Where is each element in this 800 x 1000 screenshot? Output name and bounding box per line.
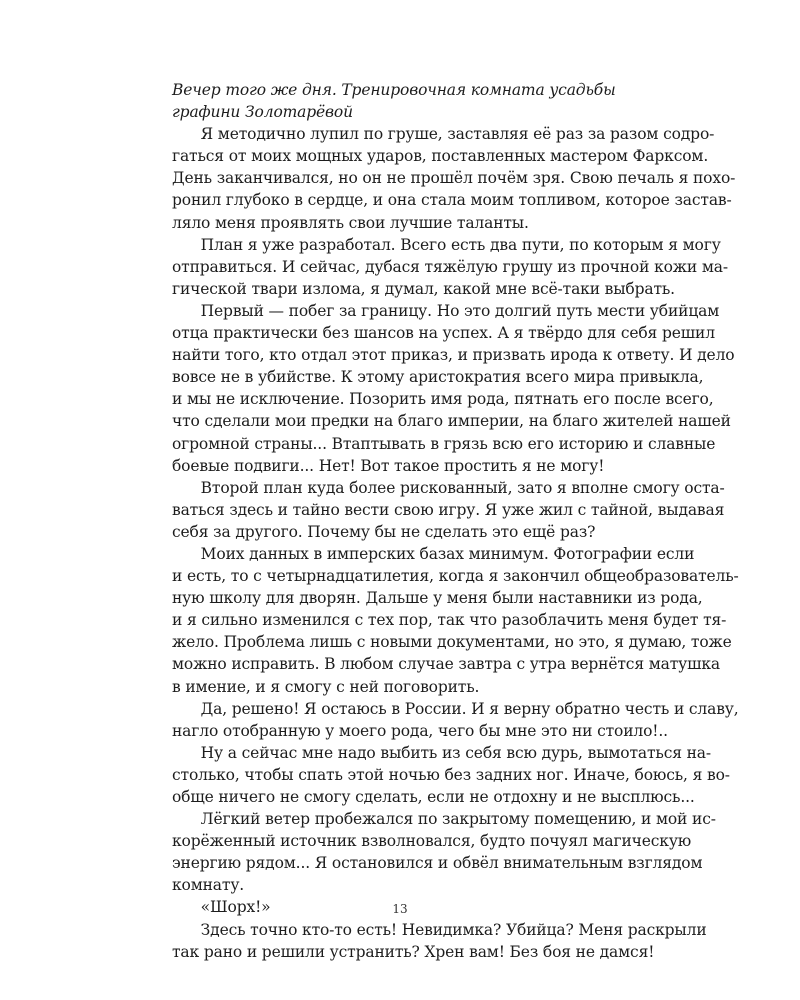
heading-line: графини Золотарёвой — [172, 103, 353, 122]
body-line: жело. Проблема лишь с новыми документами, но это, я думаю, тоже — [172, 633, 732, 652]
body-line: Здесь точно кто-то есть! Невидимка? Убийца? Меня раскрыли — [172, 920, 707, 939]
body-line: Второй план куда более рискованный, зато я вполне смогу оста- — [172, 478, 725, 497]
body-line: Да, решено! Я остаюсь в России. И я верну обратно честь и славу, — [172, 699, 739, 718]
section-heading — [172, 79, 632, 123]
body-line: так рано и решили устранить? Хрен вам! Без боя не дамся! — [172, 942, 655, 961]
body-line: боевые подвиги... Нет! Вот такое простить я не могу! — [172, 456, 605, 475]
body-line: и я сильно изменился с тех пор, так что разоблачить меня будет тя- — [172, 611, 727, 630]
body-line: энергию рядом... Я остановился и обвёл внимательным взглядом — [172, 854, 703, 873]
body-line: столько, чтобы спать этой ночью без задних ног. Иначе, боюсь, я во- — [172, 765, 730, 784]
body-line: найти того, кто отдал этот приказ, и призвать ирода к ответу. И дело — [172, 346, 735, 365]
body-line: Лёгкий ветер пробежался по закрытому помещению, и мой ис- — [172, 810, 716, 829]
body-line: ную школу для дворян. Дальше у меня были наставники из рода, — [172, 589, 703, 608]
body-line: нагло отобранную у моего рода, чего бы мне это ни стоило!.. — [172, 721, 668, 740]
body-line: отправиться. И сейчас, дубася тяжёлую грушу из прочной кожи ма- — [172, 257, 728, 276]
body-line: огромной страны... Втаптывать в грязь всю его историю и славные — [172, 434, 716, 453]
body-line: отца практически без шансов на успех. А я твёрдо для себя решил — [172, 324, 715, 343]
body-line: себя за другого. Почему бы не сделать это ещё раз? — [172, 522, 596, 541]
body-line: можно исправить. В любом случае завтра с утра вернётся матушка — [172, 655, 721, 674]
page-text-block — [172, 79, 739, 963]
body-line: Первый — побег за границу. Но это долгий путь мести убийцам — [172, 301, 720, 320]
body-line: что сделали мои предки на благо империи, на благо жителей нашей — [172, 412, 731, 431]
body-line: обще ничего не смогу сделать, если не отдохну и не высплюсь... — [172, 788, 695, 806]
body-line: День заканчивался, но он не прошёл почём зря. Свою печаль я похо- — [172, 169, 736, 188]
body-line: ронил глубоко в сердце, и она стала моим топливом, которое застав- — [172, 191, 732, 210]
body-line: ваться здесь и тайно вести свою игру. Я уже жил с тайной, выдавая — [172, 500, 725, 519]
body-line: в имение, и я смогу с ней поговорить. — [172, 677, 480, 696]
heading-line: Вечер того же дня. Тренировочная комната усадьбы — [172, 81, 616, 99]
body-line: «Шорх!» — [172, 898, 271, 917]
body-line: и есть, то с четырнадцатилетия, когда я закончил общеобразователь- — [172, 567, 739, 586]
body-line: гаться от моих мощных ударов, поставленных мастером Фарксом. — [172, 147, 709, 166]
body-line: Ну а сейчас мне надо выбить из себя всю дурь, вымотаться на- — [172, 743, 711, 762]
body-line: гической твари излома, я думал, какой мне всё-таки выбрать. — [172, 279, 675, 298]
body-text — [172, 123, 739, 963]
body-line: вовсе не в убийстве. К этому аристократия всего мира привыкла, — [172, 368, 704, 387]
body-line: ляло меня проявлять свои лучшие таланты. — [172, 213, 529, 232]
body-line: План я уже разработал. Всего есть два пути, по которым я могу — [172, 235, 721, 254]
page-number: 13 — [392, 902, 408, 916]
body-line: и мы не исключение. Позорить имя рода, пятнать его после всего, — [172, 390, 714, 409]
body-line: корёженный источник взволновался, будто почуял магическую — [172, 832, 692, 851]
body-line: Я методично лупил по груше, заставляя её раз за разом содро- — [172, 125, 715, 144]
body-line: Моих данных в имперских базах минимум. Фотографии если — [172, 544, 695, 563]
body-line: комнату. — [172, 876, 245, 895]
